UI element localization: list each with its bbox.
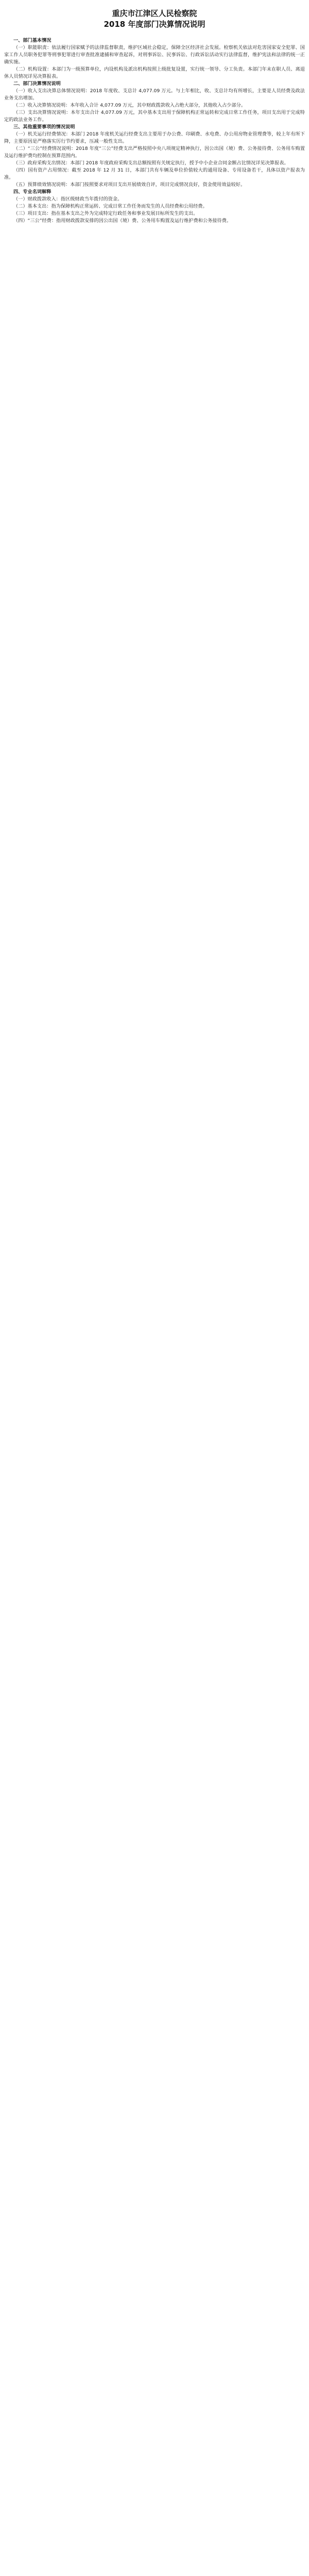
section-paragraph: （二）“三公”经费情况说明：2018 年度“三公”经费支出严格按照中央八项规定精神执行，因公出国（境）费、公务接待费、公务用车购置及运行维护费均控制在预算范围内。 (4, 146, 305, 159)
section-paragraph: （三）支出决算情况说明：本年支出合计 4,077.09 万元，其中基本支出用于保障机构正常运转和完成日常工作任务，项目支出用于完成特定的政法业务工作。 (4, 110, 305, 123)
section-paragraph: （二）收入决算情况说明：本年收入合计 4,077.09 万元，其中财政拨款收入占绝大部分，其他收入占少部分。 (13, 103, 246, 108)
section-heading: 二、部门决算情况说明 (13, 81, 61, 87)
section-paragraph: （一）机关运行经费情况：本部门 2018 年度机关运行经费支出主要用于办公费、印刷费、水电费、办公用房物业管理费等，较上年有所下降，主要原因是严格落实厉行节约要求，压减一般性支出。 (4, 131, 305, 144)
section-paragraph: （一）收入支出决算总体情况说明：2018 年度收、支总计 4,077.09 万元。与上年相比，收、支总计均有所增长，主要是人员经费及政法业务支出增加。 (4, 88, 305, 101)
section-paragraph: （五）预算绩效情况说明：本部门按照要求对项目支出开展绩效自评，项目完成情况良好，资金使用效益较好。 (13, 182, 246, 188)
section-heading: 四、专业名词解释 (13, 189, 52, 195)
section-heading: 三、其他重要事项的情况说明 (13, 124, 75, 130)
section-paragraph: （一）职能职责：依法履行国家赋予的法律监督职责，维护区域社会稳定，保障全区经济社会发展。检察机关依法对危害国家安全犯罪、国家工作人员职务犯罪等刑事犯罪进行审查批准逮捕和审查起诉，对刑事诉讼、民事诉讼、行政诉讼活动实行法律监督，维护宪法和法律的统一正确实施。 (4, 45, 305, 65)
section-paragraph: （三）政府采购支出情况：本部门 2018 年度政府采购支出总额按照有关规定执行，授予中小企业合同金额占比情况详见决算报表。 (13, 160, 289, 166)
section-paragraph: （三）项目支出：指在基本支出之外为完成特定行政任务和事业发展目标所发生的支出。 (13, 211, 198, 216)
section-paragraph: （四）国有资产占用情况：截至 2018 年 12 月 31 日，本部门共有车辆及单位价值较大的通用设备、专用设备若干，具体以资产报表为准。 (4, 167, 305, 180)
section-paragraph: （二）机构设置：本部门为一级预算单位，内设机构及派出机构按照上级批复设置，实行统一领导、分工负责。本部门年末在职人员、离退休人员情况详见决算报表。 (4, 66, 305, 79)
document-body (4, 37, 305, 225)
section-paragraph: （四）“三公”经费：指用财政拨款安排的因公出国（境）费、公务用车购置及运行维护费和公务接待费。 (13, 218, 231, 224)
section-paragraph: （二）基本支出：指为保障机构正常运转、完成日常工作任务而发生的人员经费和公用经费。 (13, 204, 208, 209)
section-paragraph: （一）财政拨款收入：指区级财政当年拨付的资金。 (13, 196, 123, 202)
document-title-line2: 2018 年度部门决算情况说明 (104, 20, 205, 29)
document-title-line1: 重庆市江津区人民检察院 (112, 9, 197, 18)
section-heading: 一、部门基本情况 (13, 38, 52, 43)
